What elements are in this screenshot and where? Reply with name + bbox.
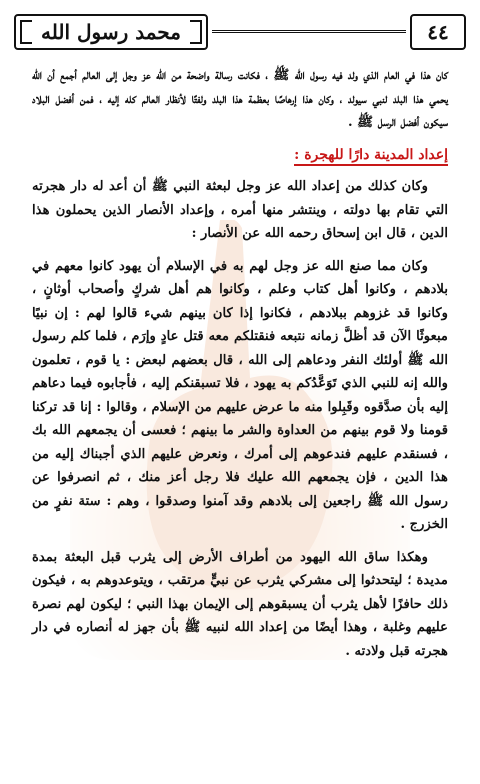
paragraph-3: وكان مما صنع الله عز وجل لهم به في الإسلام أن يهود كانوا معهم في بلادهم ، وكانوا أهل كتاب وعلم ، وكانوا هم أهل شركٍ وأصحاب أوثانٍ ، وكانوا قد غزوهم ببلادهم ، فكانوا إذا كان بينهم شيء قالوا لهم : إن نبيًا مبعوثًا الآن قد أظلَّ زمانه نتبعه فنقتلكم معه قتل عادٍ وإرَم ، فلما كلم رسول الله ﷺ أولئك النفر ودعاهم إلى الله ، قال بعضهم لبعض : يا قوم ، تعلمون والله إنه للنبي الذي تَوَعَّدُكم به يهود ، فلا تسبقنكم إليه ، فأجابوه فيما دعاهم إليه بأن صدَّقوه وقَبِلوا منه ما عرض عليهم من الإسلام ، وقالوا : إنا قد تركنا قومنا ولا قوم بينهم من العداوة والشر ما بينهم ؛ فعسى أن يجمعهم الله بك ، فسنقدم عليهم فندعوهم إلى أمرك ، ونعرض عليهم الذي أجبناك إليه من هذا الدين ، فإن يجمعهم الله عليك فلا رجل أعز منك ، ثم انصرفوا عن رسول الله ﷺ راجعين إلى بلادهم وقد آمنوا وصدقوا ، وهم : ستة نفرٍ من الخزرج .: [32, 258, 448, 532]
book-title: محمد رسول الله: [41, 20, 181, 44]
page-header: [14, 14, 466, 50]
section-heading-text: إعداد المدينة دارًا للهجرة :: [294, 147, 448, 166]
page-number: ٤٤: [427, 20, 449, 44]
book-title-frame: [14, 14, 208, 50]
page-number-frame: [410, 14, 466, 50]
page-content: [32, 64, 448, 774]
paragraph-1: كان هذا في العام الذي ولد فيه رسول الله ﷺ ، فكانت رسالة واضحة من الله عز وجل إلى العالم أجمع أن الله يحمي هذا البلد لنبي سيولد ، وكان هذا إرهاصًا بعظمة هذا البلد ولفتًا لأنظار العالم كله إليه ، فمن أفضل البلاد سيكون أفضل الرسل ﷺ .: [32, 68, 448, 130]
header-rule: [212, 30, 406, 33]
paragraph-4: وهكذا ساق الله اليهود من أطراف الأرض إلى يثرب قبل البعثة بمدة مديدة ؛ ليتحدثوا إلى مشركي يثرب عن نبيٍّ مرتقب ، ويتوعدوهم به ، فيكون ذلك حافزًا لأهل يثرب أن يسبقوهم إلى الإيمان بهذا النبي ؛ ليكون لهم نصرة عليهم وغلبة ، وهذا أيضًا من إعداد الله لنبيه ﷺ بأن جهز له أنصاره في دار هجرته قبل ولادته .: [32, 549, 448, 659]
section-heading: [32, 144, 448, 168]
paragraph-2: وكان كذلك من إعداد الله عز وجل لبعثة النبي ﷺ أن أعد له دار هجرته التي تقام بها دولته ، وينتشر منها أمره ، وإعداد الأنصار الذين يحملون هذا الدين ، قال ابن إسحاق رحمه الله عن الأنصار :: [32, 179, 448, 241]
